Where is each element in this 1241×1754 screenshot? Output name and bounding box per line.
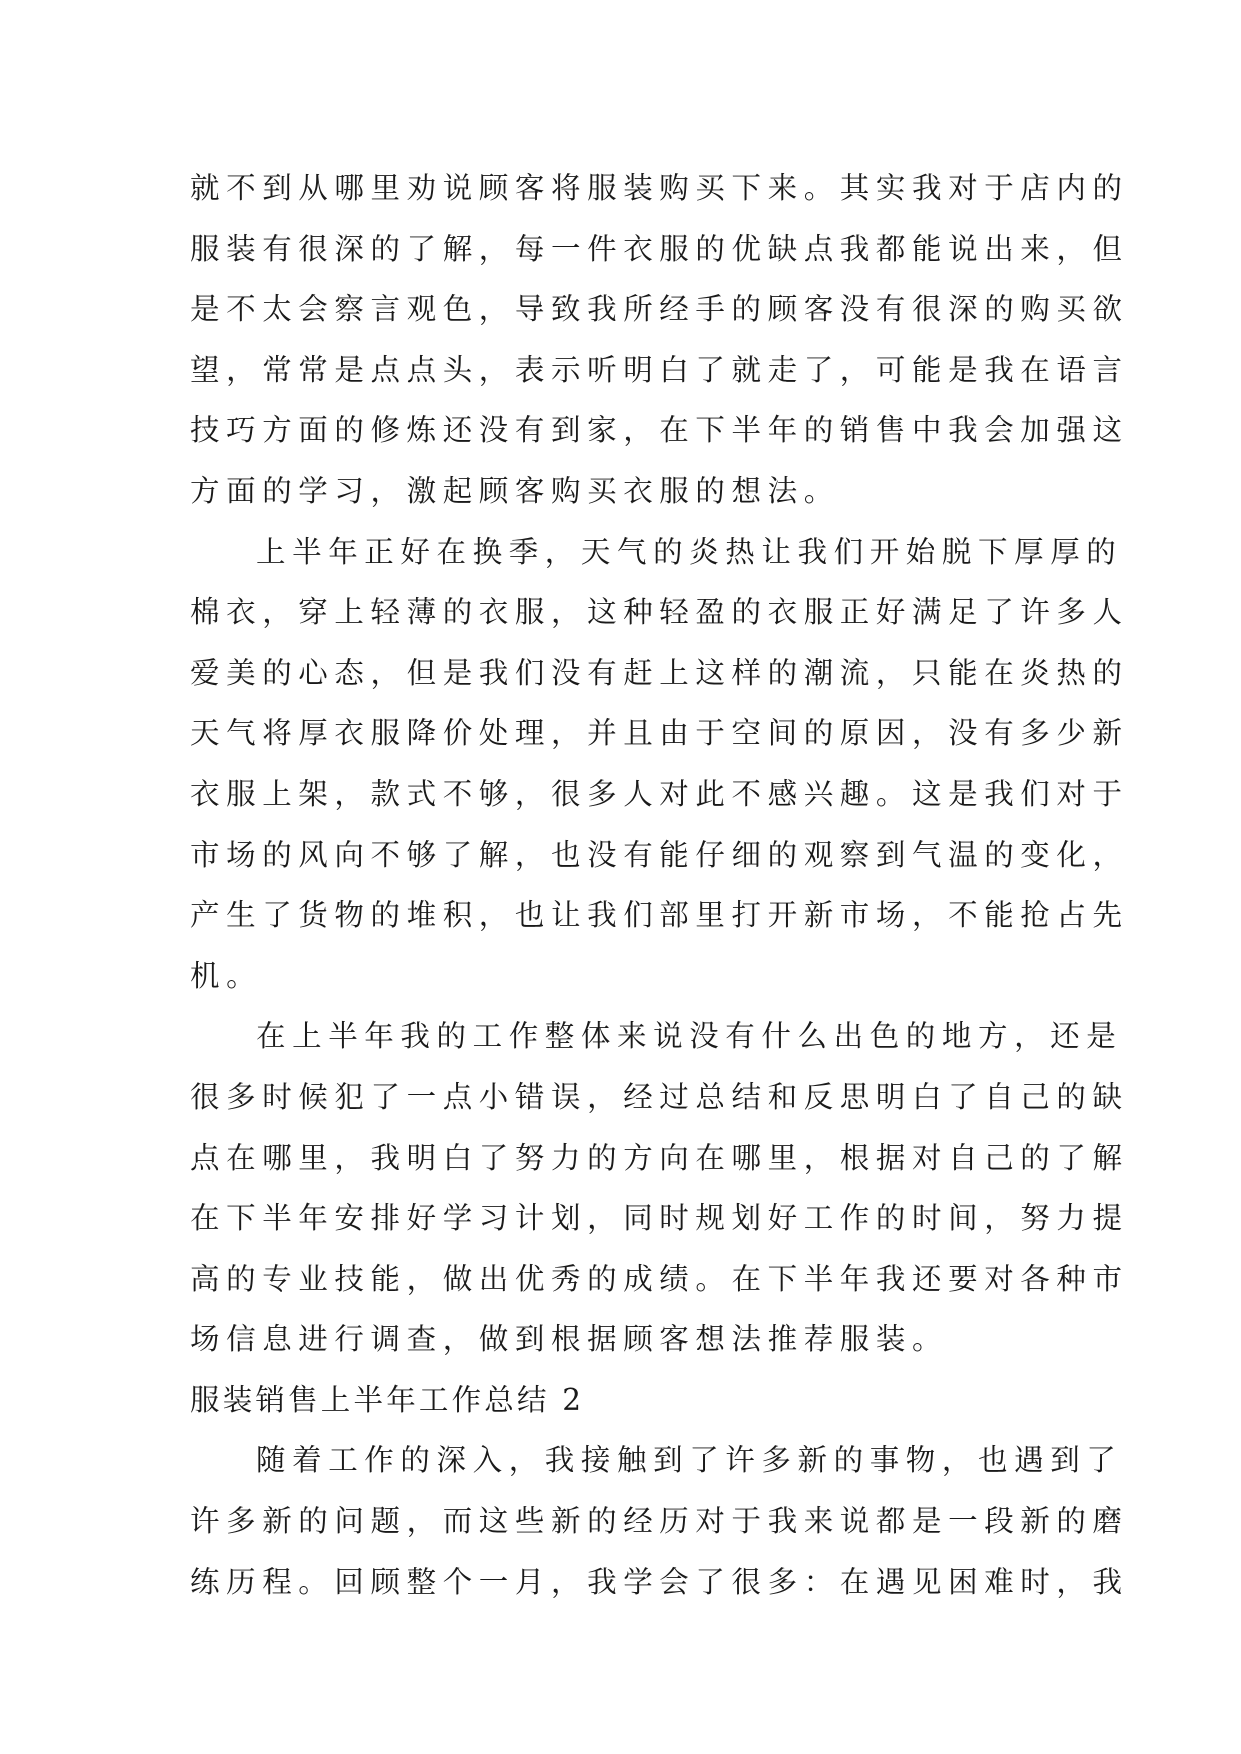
text-line: 机。 [190, 958, 263, 993]
text-line: 技巧方面的修炼还没有到家，在下半年的销售中我会加强这 [190, 413, 1129, 448]
text-line: 市场的风向不够了解，也没有能仔细的观察到气温的变化， [190, 837, 1129, 872]
paragraph-first-line: 随着工作的深入，我接触到了许多新的事物，也遇到了 [256, 1443, 1123, 1478]
text-line: 棉衣，穿上轻薄的衣服，这种轻盈的衣服正好满足了许多人 [190, 595, 1129, 630]
text-line: 在下半年安排好学习计划，同时规划好工作的时间，努力提 [190, 1201, 1129, 1236]
text-line: 产生了货物的堆积，也让我们部里打开新市场，不能抢占先 [190, 898, 1129, 933]
text-line: 点在哪里，我明白了努力的方向在哪里，根据对自己的了解 [190, 1140, 1129, 1175]
text-line: 是不太会察言观色，导致我所经手的顾客没有很深的购买欲 [190, 292, 1129, 327]
text-line: 爱美的心态，但是我们没有赶上这样的潮流，只能在炎热的 [190, 655, 1129, 690]
text-line: 练历程。回顾整个一月，我学会了很多：在遇见困难时，我 [190, 1564, 1129, 1599]
document-text-body [190, 158, 1129, 1612]
text-line: 很多时候犯了一点小错误，经过总结和反思明白了自己的缺 [190, 1079, 1129, 1114]
text-line: 许多新的问题，而这些新的经历对于我来说都是一段新的磨 [190, 1504, 1129, 1539]
text-line: 场信息进行调查，做到根据顾客想法推荐服装。 [190, 1322, 949, 1357]
paragraph-first-line: 上半年正好在换季，天气的炎热让我们开始脱下厚厚的 [256, 534, 1123, 569]
section-heading: 服装销售上半年工作总结 2 [190, 1382, 585, 1417]
text-line: 就不到从哪里劝说顾客将服装购买下来。其实我对于店内的 [190, 171, 1129, 205]
text-line: 方面的学习，激起顾客购买衣服的想法。 [190, 473, 840, 508]
paragraph-first-line: 在上半年我的工作整体来说没有什么出色的地方，还是 [256, 1019, 1123, 1054]
text-line: 衣服上架，款式不够，很多人对此不感兴趣。这是我们对于 [190, 776, 1129, 811]
text-line: 天气将厚衣服降价处理，并且由于空间的原因，没有多少新 [190, 716, 1129, 751]
text-line: 望，常常是点点头，表示听明白了就走了，可能是我在语言 [190, 352, 1129, 387]
text-line: 服装有很深的了解，每一件衣服的优缺点我都能说出来，但 [190, 231, 1129, 266]
text-line: 高的专业技能，做出优秀的成绩。在下半年我还要对各种市 [190, 1261, 1129, 1296]
